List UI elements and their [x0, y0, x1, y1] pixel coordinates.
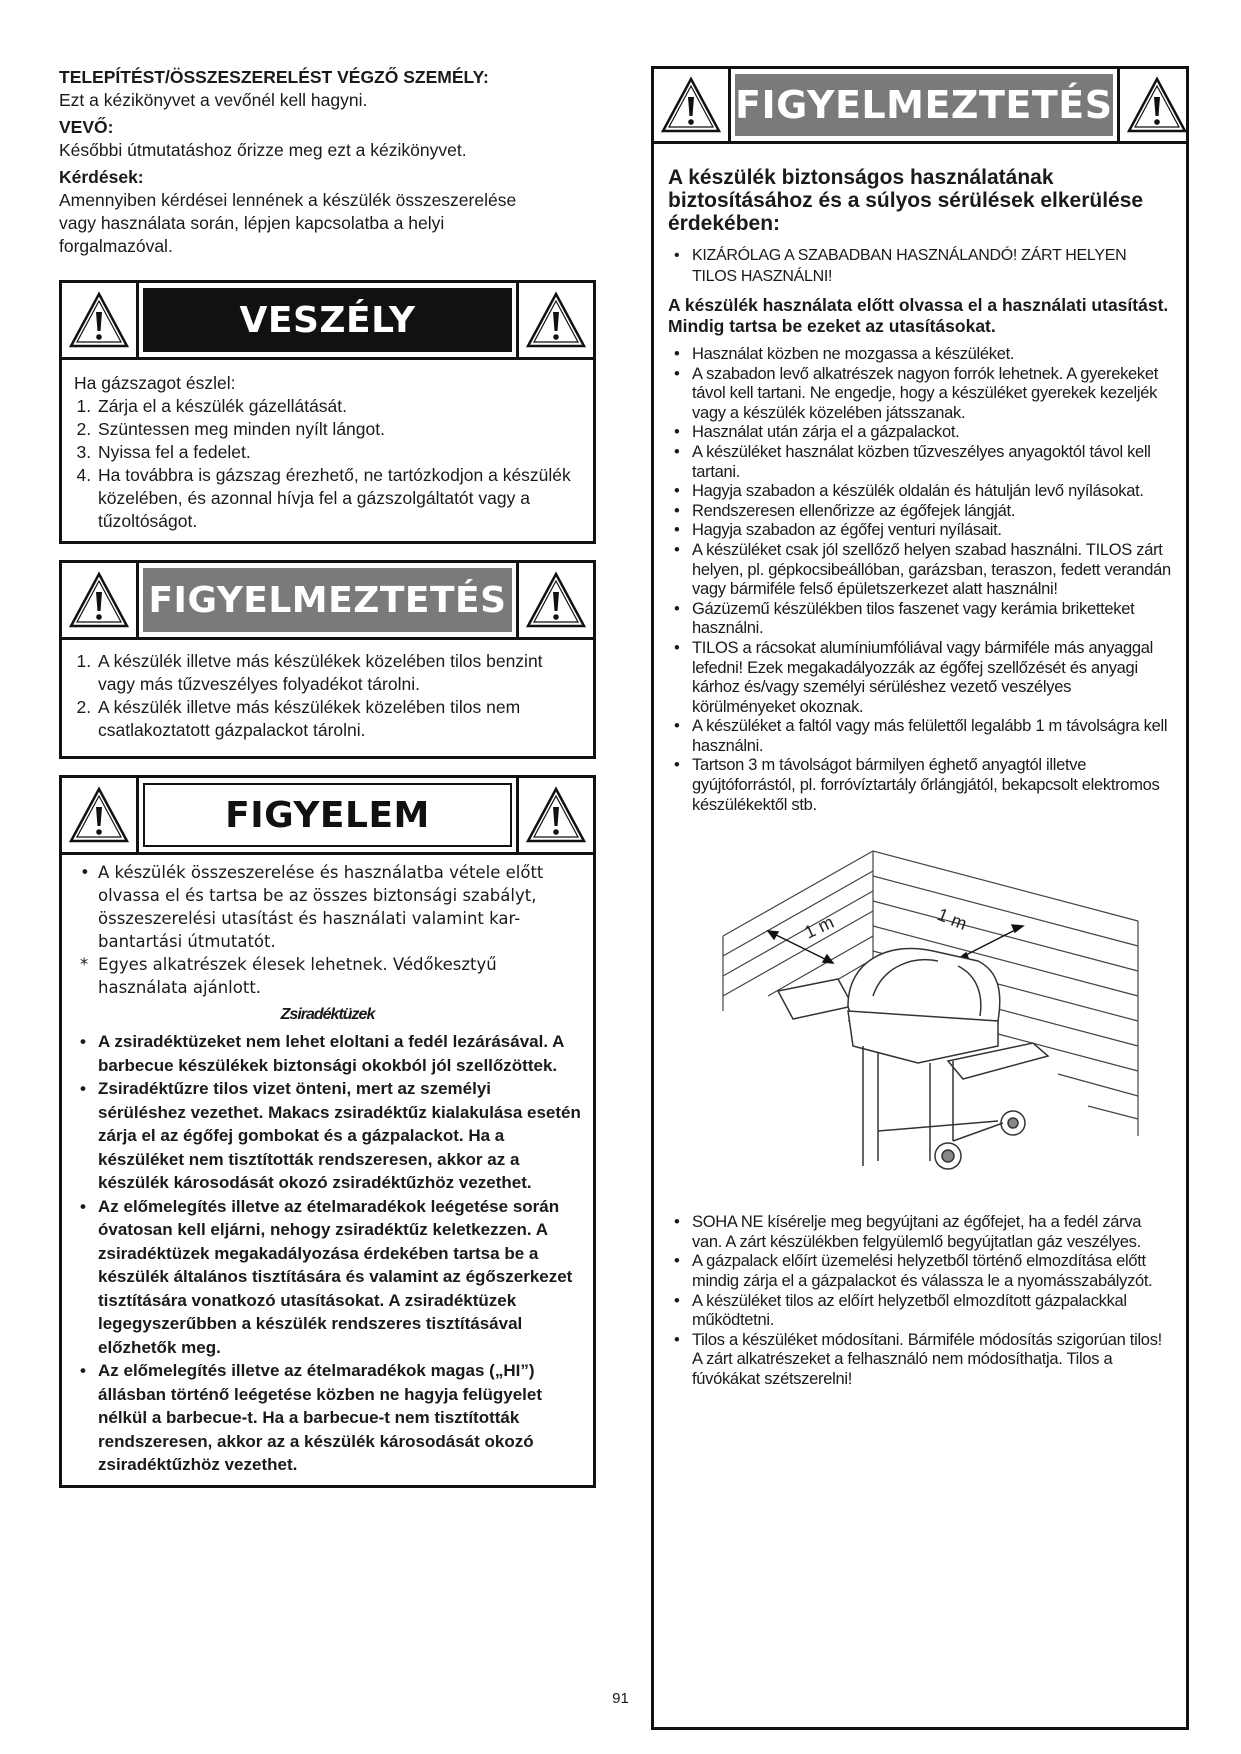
intro-text-questions-1: Amennyiben kérdései lennének a készülék összeszerelése — [59, 190, 517, 210]
right-top-list — [668, 245, 1172, 287]
right-warning-title: FIGYELMEZTETÉS — [735, 74, 1113, 136]
warning-box — [59, 560, 596, 759]
right-item: • Tartson 3 m távolságot bármilyen éghető anyagtól illetve gyújtóforrástól, pl. forróvíztartály őrlángjától, bekapcsolt elektromos készülékektől stb. — [668, 756, 1172, 815]
right-content — [654, 144, 1186, 1390]
warning-triangle-icon — [1117, 69, 1194, 141]
warning-triangle-icon — [516, 778, 593, 852]
grease-fire-item: • Az előmelegítés illetve az ételmaradékok magas („HI”) állásban történő leégetése közben ne hagyja felügyelet nélkül a barbecue-t. Ha a barbecue-t nem tisztították rendszeresen, akkor az a készülék károsodását okozó zsiradéktűzhöz vezethet. — [74, 1359, 581, 1477]
right-item: • Hagyja szabadon a készülék oldalán és hátulján levő nyílásokat. — [668, 482, 1172, 502]
grill-clearance-illustration — [668, 831, 1172, 1211]
right-bottom-item: • Tilos a készüléket módosítani. Bármiféle módosítás szigorúan tilos! A zárt alkatrészeket a felhasználó nem módosíthatja. Tilos a fúvókákat szétszerelni! — [668, 1331, 1172, 1390]
right-item: • A szabadon levő alkatrészek nagyon forrók lehetnek. A gyerekeket távol kell tartani. Ne engedje, hogy a készüléket gyerekek kezeljék vagy a készülék közelében játsszanak. — [668, 365, 1172, 424]
right-item: • TILOS a rácsokat alumíniumfóliával vagy bármiféle más anyaggal lefedni! Ezek megakadályozzák az égőfej szellőzését és anyagi kárhoz és/vagy személyi sérüléshez vezető veszélyes körülményeket okoznak. — [668, 639, 1172, 717]
grease-fire-item: • A zsiradéktüzeket nem lehet eloltani a fedél lezárásával. A barbecue készülékek biztonsági okokból jól szellőzöttek. — [74, 1030, 581, 1077]
right-bottom-item: • SOHA NE kísérelje meg begyújtani az égőfejet, ha a fedél zárva van. A zárt készülékben felgyülemlő begyújtatlan gáz veszélyes. — [668, 1213, 1172, 1252]
grease-fire-heading: Zsiradéktüzek — [280, 1006, 375, 1023]
right-bottom-item: • A gázpalack előírt üzemelési helyzetből történő elmozdítása előtt mindig zárja el a gázpalackot és válassza le a nyomásszabályzót. — [668, 1252, 1172, 1291]
intro-section — [59, 66, 596, 258]
warning-item: 2. A készülék illetve más készülékek közelében tilos nem csatlakoztatott gázpalackot tárolni. — [96, 696, 581, 742]
grill-figure-svg — [668, 831, 1178, 1211]
right-bottom-item: • A készüléket tilos az előírt helyzetből elmozdított gázpalackkal működtetni. — [668, 1292, 1172, 1331]
right-subheading: A készülék használata előtt olvassa el a használati utasítást. Mindig tartsa be ezeket az utasításokat. — [668, 295, 1169, 336]
right-warning-banner — [654, 69, 1186, 144]
danger-item: 2. Szüntessen meg minden nyílt lángot. — [96, 418, 581, 441]
right-column — [651, 66, 1189, 1730]
clearance-label-right: 1 m — [934, 904, 970, 935]
danger-banner — [62, 283, 593, 360]
warning-triangle-icon — [654, 69, 731, 141]
left-column — [59, 66, 596, 1488]
intro-text-questions-2: vagy használata során, lépjen kapcsolatba a helyi — [59, 213, 445, 233]
danger-box — [59, 280, 596, 544]
right-item: • Hagyja szabadon az égőfej venturi nyílásait. — [668, 521, 1172, 541]
right-warning-box — [651, 66, 1189, 1730]
caution-item: • A készülék összeszerelése és használatba vétele előtt olvassa el és tartsa be az összes biztonsági szabályt, összeszerelési utasítást és használati valamint kar-bantartási útmutatót. — [74, 861, 581, 953]
right-item: • A készüléket használat közben tűzveszélyes anyagoktól távol kell tartani. — [668, 443, 1172, 482]
right-list — [668, 345, 1172, 815]
right-item: • Használat után zárja el a gázpalackot. — [668, 423, 1172, 443]
caution-star-item: * Egyes alkatrészek élesek lehetnek. Védőkesztyű használata ajánlott. — [74, 953, 581, 999]
intro-heading-installer: TELEPÍTÉST/ÖSSZESZERELÉST VÉGZŐ SZEMÉLY: — [59, 67, 489, 87]
page-number: 91 — [612, 1690, 629, 1707]
danger-item: 4. Ha továbbra is gázszag érezhető, ne tartózkodjon a készülék közelében, és azonnal hívja fel a gázszolgáltatót vagy a tűzoltóságot. — [96, 464, 581, 533]
danger-lead: Ha gázszagot észlel: — [74, 373, 236, 393]
right-top-item: • KIZÁRÓLAG A SZABADBAN HASZNÁLANDÓ! ZÁRT HELYEN TILOS HASZNÁLNI! — [668, 245, 1172, 287]
warning-list — [74, 650, 581, 742]
right-heading: A készülék biztonságos használatának biztosításához és a súlyos sérülések elkerülése érdekében: — [668, 166, 1144, 235]
warning-triangle-icon — [516, 283, 593, 357]
intro-text-buyer: Későbbi útmutatáshoz őrizze meg ezt a kézikönyvet. — [59, 140, 467, 160]
grease-fire-item: • Zsiradéktűzre tilos vizet önteni, mert az személyi sérüléshez vezethet. Makacs zsiradéktűz kialakulása esetén zárja el az égőfej gombokat és a gázpalackot. Ha a készüléket nem tisztították rendszeresen, akkor az a készülék károsodását okozó zsiradéktűzhöz vezethet. — [74, 1077, 581, 1195]
intro-heading-questions: Kérdések: — [59, 167, 144, 187]
intro-heading-buyer: VEVŐ: — [59, 117, 114, 137]
warning-triangle-icon — [62, 283, 139, 357]
danger-title: VESZÉLY — [143, 288, 512, 352]
warning-title: FIGYELMEZTETÉS — [143, 568, 512, 632]
danger-content — [62, 360, 593, 541]
warning-banner — [62, 563, 593, 640]
warning-triangle-icon — [516, 563, 593, 637]
right-item: • Gázüzemű készülékben tilos faszenet vagy kerámia briketteket használni. — [668, 600, 1172, 639]
warning-triangle-icon — [62, 563, 139, 637]
warning-content — [62, 640, 593, 756]
caution-content — [62, 855, 593, 1485]
caution-box — [59, 775, 596, 1488]
caution-list — [74, 861, 581, 953]
caution-banner — [62, 778, 593, 855]
caution-star-list — [74, 953, 581, 999]
intro-text-installer: Ezt a kézikönyvet a vevőnél kell hagyni. — [59, 90, 368, 110]
danger-item: 3. Nyissa fel a fedelet. — [96, 441, 581, 464]
grease-fire-list — [74, 1030, 581, 1477]
right-bottom-list — [668, 1213, 1172, 1389]
right-item: • A készüléket csak jól szellőző helyen szabad használni. TILOS zárt helyen, pl. gépkocsibeállóban, garázsban, teraszon, fedett verandán vagy bármiféle felső épületszerkezet alatt használni! — [668, 541, 1172, 600]
warning-triangle-icon — [62, 778, 139, 852]
grease-fire-item: • Az előmelegítés illetve az ételmaradékok leégetése során óvatosan kell eljárni, nehogy zsiradéktűz keletkezzen. A zsiradéktüzek megakadályozása érdekében tartsa be a készülék általános tisztítására és valamint az égőszerkezet tisztítására vonatkozó utasításokat. A zsiradéktüzek legegyszerűbben a készülék rendszeres tisztításával előzhetők meg. — [74, 1195, 581, 1360]
clearance-label-left: 1 m — [801, 912, 837, 943]
right-item: • Használat közben ne mozgassa a készüléket. — [668, 345, 1172, 365]
caution-title: FIGYELEM — [143, 783, 512, 847]
right-item: • Rendszeresen ellenőrizze az égőfejek lángját. — [668, 502, 1172, 522]
warning-item: 1. A készülék illetve más készülékek közelében tilos benzint vagy más tűzveszélyes folyadékot tárolni. — [96, 650, 581, 696]
danger-item: 1. Zárja el a készülék gázellátását. — [96, 395, 581, 418]
right-item: • A készüléket a faltól vagy más felülettől legalább 1 m távolságra kell használni. — [668, 717, 1172, 756]
danger-list — [74, 395, 581, 533]
intro-text-questions-3: forgalmazóval. — [59, 236, 173, 256]
